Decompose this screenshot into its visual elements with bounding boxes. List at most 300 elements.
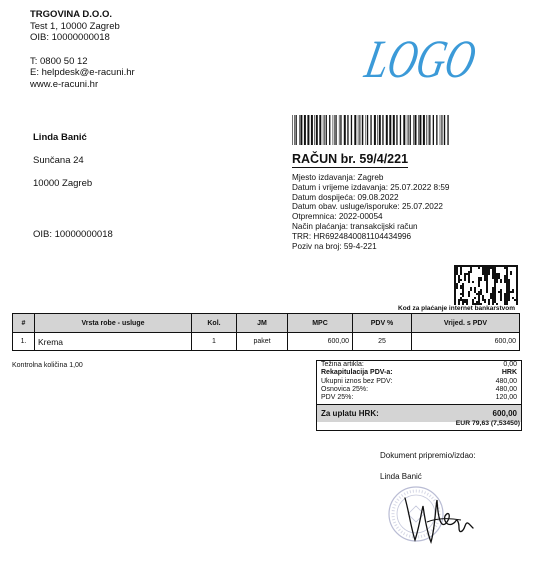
barcode-bar — [441, 115, 442, 145]
barcode-bar — [426, 115, 427, 145]
company-info — [30, 9, 135, 90]
code-module — [512, 291, 514, 293]
code-module — [512, 289, 514, 291]
code-module — [498, 277, 500, 279]
meta-issue-date: Datum i vrijeme izdavanja: 25.07.2022 8:59 — [292, 182, 450, 192]
code-module — [510, 291, 512, 293]
code-module — [478, 283, 480, 285]
code-module — [494, 297, 496, 299]
code-module — [482, 269, 484, 271]
barcode-bar — [304, 115, 306, 145]
code-module — [500, 279, 502, 281]
items-table — [12, 313, 520, 351]
code-module — [492, 301, 494, 303]
code-module — [494, 271, 496, 273]
code-module — [456, 273, 458, 275]
code-module — [466, 273, 468, 275]
col-header-description: Vrsta robe - usluge — [35, 314, 192, 333]
code-module — [506, 273, 508, 275]
code-module — [458, 281, 460, 283]
code-module — [462, 283, 464, 285]
barcode-bar — [419, 115, 421, 145]
code-module — [464, 301, 466, 303]
barcode-bar — [340, 115, 341, 145]
code-module — [508, 279, 510, 281]
code-module — [512, 265, 514, 267]
barcode-bar — [335, 115, 336, 145]
code-module — [506, 293, 508, 295]
code-module — [474, 289, 476, 291]
code-module — [472, 301, 474, 303]
code-module — [470, 287, 472, 289]
summary-total-value: 600,00 — [492, 409, 517, 419]
code-module — [494, 265, 496, 267]
code-module — [454, 295, 456, 297]
code-module — [468, 273, 470, 275]
code-module — [458, 299, 460, 301]
code-module — [514, 265, 516, 267]
code-module — [456, 271, 458, 273]
code-module — [510, 265, 512, 267]
code-module — [460, 285, 462, 287]
code-module — [454, 271, 456, 273]
summary-base-label: Ukupni iznos bez PDV: — [321, 377, 393, 385]
code-module — [508, 293, 510, 295]
code-module — [478, 267, 480, 269]
barcode-bar — [344, 115, 346, 145]
code-module — [508, 287, 510, 289]
code-module — [468, 275, 470, 277]
code-module — [468, 291, 470, 293]
code-module — [468, 277, 470, 279]
code-module — [486, 269, 488, 271]
barcode-bar — [299, 115, 300, 145]
code-module — [462, 289, 464, 291]
code-module — [484, 279, 486, 281]
code-module — [460, 267, 462, 269]
code-module — [472, 265, 474, 267]
barcode-bar — [326, 115, 327, 145]
code-module — [490, 265, 492, 267]
code-module — [484, 267, 486, 269]
barcode-bar — [334, 115, 335, 145]
code-module — [472, 281, 474, 283]
barcode-bar — [339, 115, 340, 145]
code-module — [506, 277, 508, 279]
code-module — [512, 297, 514, 299]
code-module — [460, 287, 462, 289]
code-module — [506, 271, 508, 273]
code-module — [482, 265, 484, 267]
barcode-bar — [410, 115, 411, 145]
code-module — [486, 273, 488, 275]
code-module — [492, 275, 494, 277]
code-module — [454, 291, 456, 293]
barcode-bar — [314, 115, 315, 145]
meta-reference: Poziv na broj: 59-4-221 — [292, 241, 377, 251]
code-module — [468, 281, 470, 283]
code-module — [484, 271, 486, 273]
code-module — [484, 275, 486, 277]
meta-due-date: Datum dospijeća: 09.08.2022 — [292, 192, 399, 202]
code-module — [470, 289, 472, 291]
code-module — [492, 293, 494, 295]
barcode-bar — [347, 115, 348, 145]
prepared-by-name: Linda Banić — [380, 472, 422, 481]
barcode-bar — [294, 115, 295, 145]
code-module — [456, 269, 458, 271]
col-header-price: MPC — [288, 314, 353, 333]
control-quantity: Kontrolna količina 1,00 — [12, 362, 83, 369]
code-module — [478, 277, 480, 279]
code-module — [494, 293, 496, 295]
barcode-bar — [354, 115, 356, 145]
cell-description: Krema — [35, 333, 192, 351]
barcode-bar — [393, 115, 395, 145]
code-module — [478, 293, 480, 295]
meta-payment-method: Način plaćanja: transakcijski račun — [292, 221, 418, 231]
code-module — [500, 297, 502, 299]
code-module — [470, 269, 472, 271]
code-module — [486, 271, 488, 273]
code-module — [504, 295, 506, 297]
summary-base — [317, 378, 521, 386]
code-module — [478, 297, 480, 299]
table-row — [13, 333, 520, 351]
code-module — [498, 275, 500, 277]
code-module — [516, 299, 518, 301]
code-module — [460, 265, 462, 267]
barcode-bar — [366, 115, 367, 145]
code-module — [454, 267, 456, 269]
code-module — [470, 271, 472, 273]
summary-basis-label: Osnovica 25%: — [321, 385, 369, 393]
code-module — [488, 299, 490, 301]
barcode-bar — [361, 115, 362, 145]
code-module — [470, 267, 472, 269]
col-header-qty: Kol. — [192, 314, 237, 333]
code-module — [506, 285, 508, 287]
code-module — [480, 293, 482, 295]
code-module — [464, 265, 466, 267]
summary-weight — [317, 361, 521, 369]
summary-basis-value: 480,00 — [495, 385, 517, 393]
barcode-bar — [386, 115, 388, 145]
code-module — [508, 285, 510, 287]
barcode-bar — [413, 115, 414, 145]
barcode-bar — [389, 115, 391, 145]
table-header-row — [13, 314, 520, 333]
code-module — [506, 265, 508, 267]
cell-price: 600,00 — [288, 333, 353, 351]
code-module — [458, 265, 460, 267]
code-module — [474, 297, 476, 299]
code-module — [492, 287, 494, 289]
barcode-bar — [362, 115, 363, 145]
code-module — [510, 271, 512, 273]
code-module — [492, 277, 494, 279]
code-module — [484, 301, 486, 303]
code-module — [468, 293, 470, 295]
barcode-bar — [447, 115, 448, 145]
payment-code-caption: Kod za plaćanje internet bankarstvom — [398, 305, 516, 312]
code-module — [464, 275, 466, 277]
code-module — [492, 265, 494, 267]
code-module — [504, 299, 506, 301]
meta-delivery-date: Datum obav. usluge/isporuke: 25.07.2022 — [292, 202, 443, 212]
company-oib: OIB: 10000000018 — [30, 32, 110, 43]
code-module — [494, 273, 496, 275]
code-module — [504, 281, 506, 283]
code-module — [494, 269, 496, 271]
barcode-bar — [359, 115, 360, 145]
code-module — [508, 297, 510, 299]
code-module — [454, 265, 456, 267]
code-module — [456, 283, 458, 285]
barcode-bar — [400, 115, 401, 145]
company-web: www.e-racuni.hr — [30, 78, 99, 90]
code-module — [496, 265, 498, 267]
barcode-bar — [428, 115, 429, 145]
barcode-bar — [367, 115, 368, 145]
code-module — [516, 289, 518, 291]
barcode-bar — [408, 115, 409, 145]
barcode-bar — [429, 115, 430, 145]
code-module — [486, 275, 488, 277]
code-module — [492, 299, 494, 301]
code-module — [494, 275, 496, 277]
barcode-bar — [443, 115, 444, 145]
barcode-bar — [403, 115, 405, 145]
code-module — [464, 279, 466, 281]
code-module — [516, 295, 518, 297]
code-module — [482, 267, 484, 269]
cell-number: 1. — [13, 333, 35, 351]
code-module — [472, 299, 474, 301]
code-module — [468, 279, 470, 281]
code-module — [516, 275, 518, 277]
meta-iban: TRR: HR6924840081104434996 — [292, 231, 412, 241]
code-module — [486, 265, 488, 267]
barcode-bar — [444, 115, 445, 145]
code-module — [484, 269, 486, 271]
code-module — [460, 299, 462, 301]
company-name: TRGOVINA D.O.O. — [30, 9, 112, 20]
company-phone: T: 0800 50 12 — [30, 55, 88, 67]
code-module — [496, 275, 498, 277]
code-module — [484, 299, 486, 301]
code-module — [482, 295, 484, 297]
barcode-bar — [324, 115, 325, 145]
barcode-bar — [382, 115, 383, 145]
code-module — [504, 265, 506, 267]
code-module — [454, 277, 456, 279]
code-module — [458, 277, 460, 279]
code-module — [492, 289, 494, 291]
code-module — [488, 271, 490, 273]
code-module — [454, 283, 456, 285]
code-module — [490, 295, 492, 297]
code-module — [516, 293, 518, 295]
code-module — [508, 299, 510, 301]
buyer-name: Linda Banić — [33, 132, 87, 143]
code-module — [508, 295, 510, 297]
code-module — [478, 299, 480, 301]
code-module — [474, 291, 476, 293]
code-module — [470, 265, 472, 267]
barcode-bar — [307, 115, 309, 145]
code-module — [516, 285, 518, 287]
barcode-bar — [436, 115, 437, 145]
code-module — [494, 285, 496, 287]
barcode-bar — [396, 115, 397, 145]
summary-basis — [317, 386, 521, 394]
payment-2d-code — [454, 265, 518, 305]
code-module — [498, 265, 500, 267]
code-module — [494, 281, 496, 283]
barcode-bar — [374, 115, 376, 145]
code-module — [494, 289, 496, 291]
code-module — [462, 287, 464, 289]
code-module — [506, 275, 508, 277]
code-module — [480, 291, 482, 293]
code-module — [496, 279, 498, 281]
code-module — [494, 283, 496, 285]
code-module — [454, 297, 456, 299]
code-module — [492, 295, 494, 297]
summary-vat — [317, 394, 521, 402]
code-module — [494, 267, 496, 269]
code-module — [460, 293, 462, 295]
code-module — [484, 273, 486, 275]
code-module — [484, 265, 486, 267]
barcode-bar — [440, 115, 441, 145]
summary-recap — [317, 369, 521, 377]
code-module — [486, 289, 488, 291]
code-module — [474, 287, 476, 289]
barcode-bar — [351, 115, 352, 145]
code-module — [466, 265, 468, 267]
company-address: Test 1, 10000 Zagreb — [30, 20, 120, 32]
code-module — [478, 265, 480, 267]
code-module — [458, 279, 460, 281]
code-module — [460, 271, 462, 273]
code-module — [504, 267, 506, 269]
summary-vat-label: PDV 25%: — [321, 394, 354, 402]
barcode-bar — [423, 115, 425, 145]
code-module — [492, 271, 494, 273]
code-module — [506, 279, 508, 281]
code-module — [516, 265, 518, 267]
code-module — [516, 297, 518, 299]
summary-recap-currency: HRK — [501, 369, 517, 377]
code-module — [496, 281, 498, 283]
code-module — [462, 285, 464, 287]
cell-vat: 25 — [353, 333, 412, 351]
code-module — [460, 297, 462, 299]
code-module — [494, 279, 496, 281]
code-module — [494, 301, 496, 303]
code-module — [486, 283, 488, 285]
code-module — [482, 273, 484, 275]
code-module — [506, 297, 508, 299]
prepared-by-label: Dokument pripremio/izdao: — [380, 451, 476, 460]
code-module — [486, 285, 488, 287]
code-module — [500, 295, 502, 297]
code-module — [490, 297, 492, 299]
code-module — [492, 269, 494, 271]
code-module — [492, 297, 494, 299]
company-email: E: helpdesk@e-racuni.hr — [30, 67, 135, 78]
code-module — [488, 269, 490, 271]
cell-qty: 1 — [192, 333, 237, 351]
code-module — [506, 299, 508, 301]
barcode-bar — [316, 115, 318, 145]
code-module — [508, 283, 510, 285]
code-module — [488, 301, 490, 303]
barcode-bar — [370, 115, 371, 145]
code-module — [508, 291, 510, 293]
code-module — [456, 265, 458, 267]
code-module — [508, 265, 510, 267]
code-module — [504, 297, 506, 299]
barcode — [292, 115, 450, 145]
code-module — [468, 265, 470, 267]
code-module — [494, 277, 496, 279]
col-header-vat: PDV % — [353, 314, 412, 333]
barcode-bar — [329, 115, 330, 145]
code-module — [486, 281, 488, 283]
code-module — [456, 267, 458, 269]
code-module — [496, 273, 498, 275]
code-module — [516, 277, 518, 279]
cell-total: 600,00 — [412, 333, 520, 351]
code-module — [516, 281, 518, 283]
code-module — [480, 289, 482, 291]
code-module — [508, 289, 510, 291]
code-module — [460, 273, 462, 275]
code-module — [474, 265, 476, 267]
code-module — [478, 281, 480, 283]
summary-total-label: Za uplatu HRK: — [321, 409, 379, 419]
code-module — [486, 277, 488, 279]
code-module — [506, 291, 508, 293]
code-module — [486, 267, 488, 269]
code-module — [516, 279, 518, 281]
code-module — [456, 287, 458, 289]
code-module — [464, 273, 466, 275]
code-module — [516, 269, 518, 271]
code-module — [500, 281, 502, 283]
code-module — [502, 265, 504, 267]
code-module — [478, 301, 480, 303]
invoice-meta — [292, 173, 449, 251]
code-module — [506, 283, 508, 285]
code-module — [490, 293, 492, 295]
code-module — [478, 291, 480, 293]
code-module — [500, 291, 502, 293]
barcode-bar — [319, 115, 321, 145]
barcode-bar — [292, 115, 293, 145]
code-module — [462, 301, 464, 303]
code-module — [462, 291, 464, 293]
code-module — [454, 273, 456, 275]
code-module — [482, 299, 484, 301]
code-module — [466, 301, 468, 303]
col-header-unit: JM — [237, 314, 288, 333]
code-module — [504, 277, 506, 279]
code-module — [478, 279, 480, 281]
